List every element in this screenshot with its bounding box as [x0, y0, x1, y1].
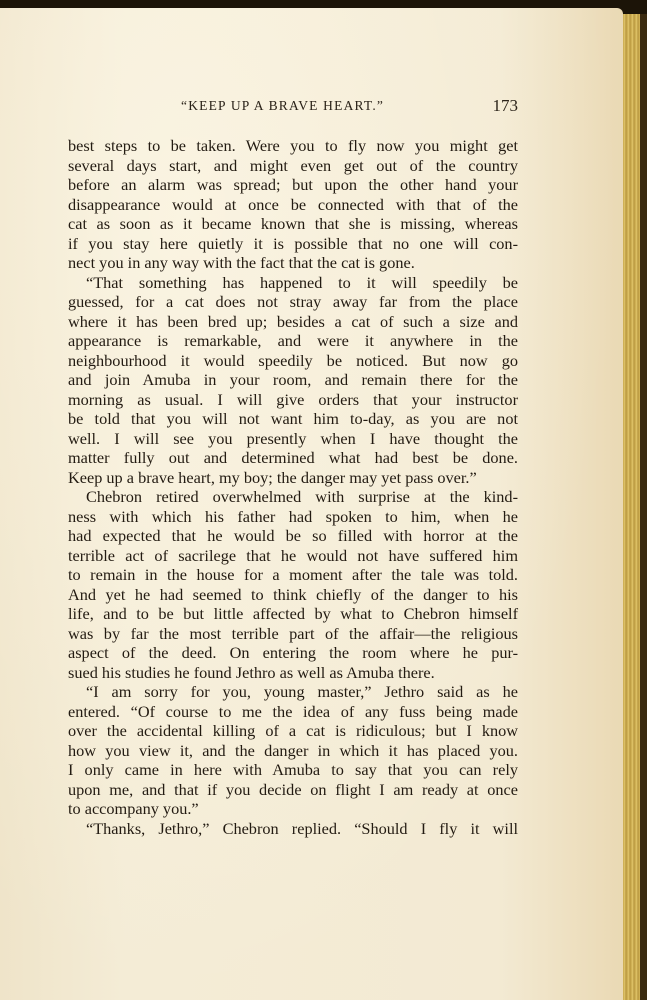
- book-page: [0, 8, 623, 1000]
- text-line: if you stay here quietly it is possible that no one will con-: [68, 233, 518, 253]
- text-line: Keep up a brave heart, my boy; the danger may yet pass over.”: [68, 467, 477, 487]
- body-text: [68, 136, 518, 838]
- text-line: to accompany you.”: [68, 799, 199, 818]
- text-line: “That something has happened to it will speedily be: [86, 272, 518, 292]
- text-line: several days start, and might even get out of the country: [68, 155, 518, 175]
- text-line: “I am sorry for you, young master,” Jethro said as he: [86, 682, 518, 701]
- text-line: best steps to be taken. Were you to fly now you might get: [68, 136, 518, 155]
- text-line: upon me, and that if you decide on flight I am ready at once: [68, 779, 518, 799]
- text-line: “Thanks, Jethro,” Chebron replied. “Should I fly it will: [86, 818, 518, 838]
- text-line: before an alarm was spread; but upon the other hand your: [68, 175, 518, 194]
- text-line: Chebron retired overwhelmed with surprise at the kind-: [86, 487, 518, 506]
- text-line: aspect of the deed. On entering the room where he pur-: [68, 643, 518, 662]
- text-line: sued his studies he found Jethro as well as Amuba there.: [68, 662, 435, 682]
- text-line: cat as soon as it became known that she is missing, whereas: [68, 214, 518, 233]
- text-line: I only came in here with Amuba to say that you can rely: [68, 760, 518, 779]
- page-header: [68, 92, 518, 120]
- text-line: well. I will see you presently when I have thought the: [68, 428, 518, 448]
- text-line: was by far the most terrible part of the affair—the religious: [68, 623, 518, 643]
- text-line: how you view it, and the danger in which it has placed you.: [68, 740, 518, 760]
- text-line: had expected that he would be so filled with horror at the: [68, 526, 518, 545]
- text-line: to remain in the house for a moment after the tale was told.: [68, 565, 518, 584]
- text-line: disappearance would at once be connected with that of the: [68, 194, 518, 214]
- text-line: over the accidental killing of a cat is ridiculous; but I know: [68, 721, 518, 740]
- text-line: guessed, for a cat does not stray away far from the place: [68, 292, 518, 311]
- text-line: entered. “Of course to me the idea of any fuss being made: [68, 701, 518, 721]
- text-line: appearance is remarkable, and were it anywhere in the: [68, 331, 518, 350]
- running-title: “KEEP UP A BRAVE HEART.”: [181, 98, 385, 113]
- text-line: where it has been bred up; besides a cat of such a size and: [68, 311, 518, 331]
- text-line: neighbourhood it would speedily be noticed. But now go: [68, 350, 518, 370]
- text-line: nect you in any way with the fact that the cat is gone.: [68, 253, 415, 272]
- text-line: terrible act of sacrilege that he would not have suffered him: [68, 545, 518, 565]
- text-line: ness with which his father had spoken to him, when he: [68, 506, 518, 526]
- text-line: and join Amuba in your room, and remain there for the: [68, 370, 518, 389]
- text-line: matter fully out and determined what had best be done.: [68, 448, 518, 467]
- text-line: life, and to be but little affected by what to Chebron himself: [68, 604, 518, 623]
- text-line: And yet he had seemed to think chiefly of the danger to his: [68, 584, 518, 604]
- page-number: 173: [492, 96, 518, 115]
- book-cover-edge: [640, 14, 647, 1000]
- text-line: be told that you will not want him to-day, as you are not: [68, 409, 518, 428]
- text-line: morning as usual. I will give orders that your instructor: [68, 389, 518, 409]
